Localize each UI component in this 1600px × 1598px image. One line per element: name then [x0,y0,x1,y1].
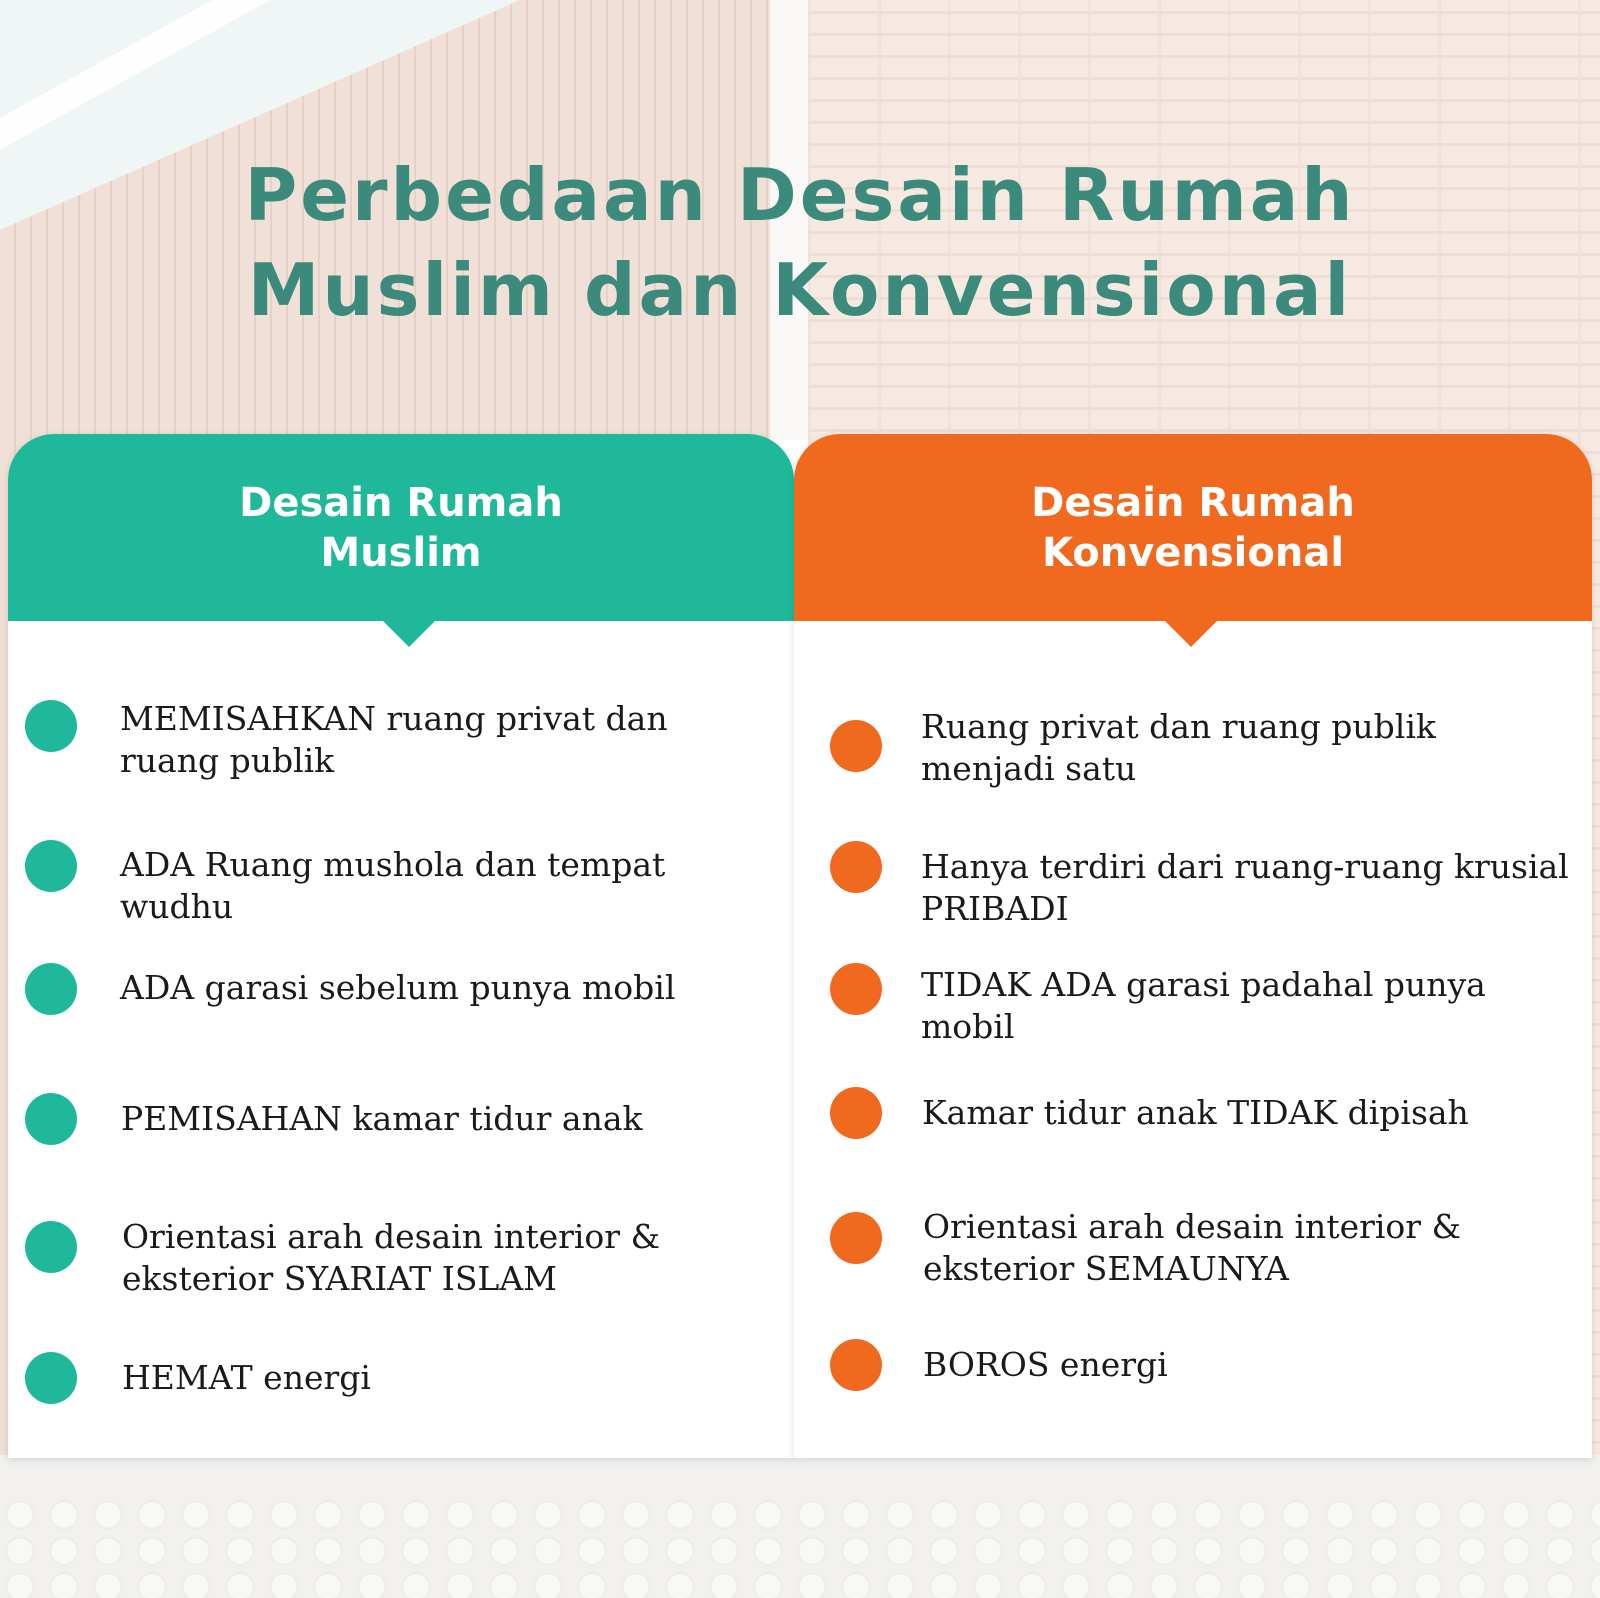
bullet-dot-icon [25,1221,77,1273]
konvensional-header-line-2: Konvensional [1041,529,1345,576]
page-title [200,148,1400,338]
title-line-2: Muslim dan Konvensional [247,248,1353,332]
header-pointer [382,620,436,647]
konvensional-item-4-text: Kamar tidur anak TIDAK dipisah [922,1093,1469,1132]
list-item [830,963,882,1015]
bullet-dot-icon [830,1212,882,1264]
list-item [25,700,77,752]
bullet-dot-icon [830,1339,882,1391]
bullet-dot-icon [830,1087,882,1139]
list-item [25,1093,77,1145]
konvensional-item-5-text: Orientasi arah desain interior & eksterior SEMAUNYA [923,1207,1461,1288]
bullet-dot-icon [25,700,77,752]
muslim-header-line-2: Muslim [320,529,482,576]
list-item [25,1352,77,1404]
list-item [830,1212,882,1264]
bullet-dot-icon [25,963,77,1015]
list-item [25,840,77,892]
konvensional-item-2-text: Hanya terdiri dari ruang-ruang krusial PRIBADI [921,847,1569,928]
bullet-dot-icon [25,1093,77,1145]
muslim-item-1-text: MEMISAHKAN ruang privat dan ruang publik [120,699,668,780]
list-item [25,1221,77,1273]
konvensional-item-1-text: Ruang privat dan ruang publik menjadi satu [921,707,1436,788]
muslim-header [8,434,794,621]
list-item [830,720,882,772]
bullet-dot-icon [830,963,882,1015]
muslim-item-5-text: Orientasi arah desain interior & eksterior SYARIAT ISLAM [122,1217,660,1298]
konvensional-header-line-1: Desain Rumah [1031,479,1355,526]
konvensional-item-6-text: BOROS energi [923,1345,1168,1384]
list-item [25,963,77,1015]
list-item [830,841,882,893]
bullet-dot-icon [25,840,77,892]
muslim-item-6-text: HEMAT energi [122,1358,371,1397]
muslim-header-line-1: Desain Rumah [239,479,563,526]
konvensional-column [794,434,1592,1458]
list-item [830,1087,882,1139]
bullet-dot-icon [830,841,882,893]
konvensional-header [794,434,1592,621]
list-item [830,1339,882,1391]
konvensional-item-3-text: TIDAK ADA garasi padahal punya mobil [921,965,1486,1046]
header-pointer [1164,620,1218,647]
bullet-dot-icon [25,1352,77,1404]
muslim-item-4-text: PEMISAHAN kamar tidur anak [121,1099,643,1138]
muslim-item-3-text: ADA garasi sebelum punya mobil [120,968,676,1007]
muslim-column [8,434,794,1458]
bullet-dot-icon [830,720,882,772]
muslim-item-2-text: ADA Ruang mushola dan tempat wudhu [120,845,666,926]
title-line-1: Perbedaan Desain Rumah [244,153,1356,237]
